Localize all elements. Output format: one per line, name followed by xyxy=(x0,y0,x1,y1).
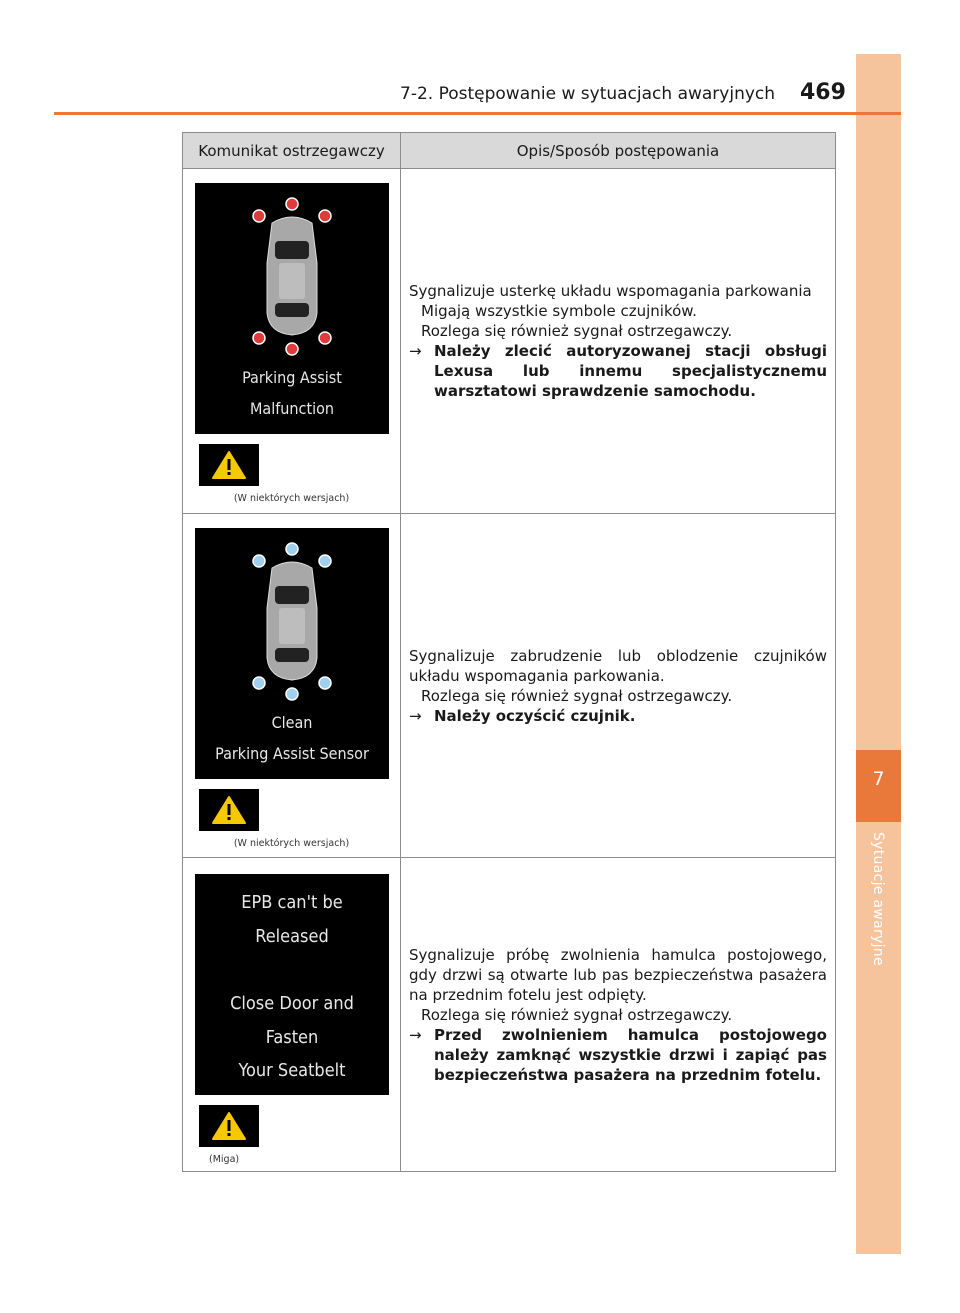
description-main: Sygnalizuje zabrudzenie lub oblodzenie czujników układu wspomagania parkowania. xyxy=(409,646,827,685)
display-text-line-4: Close Door and xyxy=(230,993,354,1014)
chapter-side-tab xyxy=(856,54,901,1254)
car-with-sensors-icon xyxy=(195,528,389,713)
display-text-line-1: Clean xyxy=(271,713,313,732)
page-number: 469 xyxy=(800,80,846,105)
car-with-sensors-icon xyxy=(195,183,389,368)
display-text-line-5: Fasten xyxy=(265,1027,319,1048)
description-cell xyxy=(401,169,836,514)
action-instruction: → Należy zlecić autoryzowanej stacji obsługi Lexusa lub innemu specjalistycznemu warsztatowi sprawdzenie samochodu. xyxy=(409,342,827,400)
chapter-title: Sytuacje awaryjne xyxy=(870,832,886,966)
table-row xyxy=(183,858,836,1172)
arrow-icon: → xyxy=(409,342,422,360)
description-line: Rozlega się również sygnał ostrzegawczy. xyxy=(421,686,733,705)
caption: (Miga) xyxy=(209,1154,240,1165)
table-header-row xyxy=(183,133,836,169)
display-screen-image xyxy=(195,183,389,434)
warning-message-cell xyxy=(183,858,401,1172)
table-row xyxy=(183,169,836,514)
display-text-line-2: Malfunction xyxy=(249,399,335,418)
section-title: 7-2. Postępowanie w sytuacjach awaryjnych xyxy=(400,84,776,104)
caption: (W niektórych wersjach) xyxy=(233,838,350,849)
description-line: Migają wszystkie symbole czujników. xyxy=(421,302,697,320)
arrow-icon: → xyxy=(409,706,422,725)
display-text-line-1: EPB can't be xyxy=(241,892,343,913)
description-main: Sygnalizuje usterkę układu wspomagania parkowania xyxy=(409,282,812,300)
warning-triangle-icon xyxy=(199,1105,259,1147)
warning-message-cell xyxy=(183,514,401,858)
description-main: Sygnalizuje próbę zwolnienia hamulca postojowego, gdy drzwi są otwarte lub pas bezpieczeństwa pasażera na przednim fotelu jest odpięty. xyxy=(409,945,827,1004)
table-row xyxy=(183,514,836,858)
description-line: Rozlega się również sygnał ostrzegawczy. xyxy=(421,1005,733,1024)
column-header-message: Komunikat ostrzegawczy xyxy=(183,133,401,169)
caption: (W niektórych wersjach) xyxy=(233,493,350,504)
display-screen-image xyxy=(195,528,389,779)
action-instruction: → Przed zwolnieniem hamulca postojowego należy zamknąć wszystkie drzwi i zapiąć pas bezpieczeństwa pasażera na przednim fotelu. xyxy=(409,1025,827,1084)
description-cell xyxy=(401,514,836,858)
warning-triangle-icon xyxy=(199,789,259,831)
column-header-description: Opis/Sposób postępowania xyxy=(401,133,836,169)
display-text-line-6: Your Seatbelt xyxy=(238,1060,346,1081)
display-text-line-2: Released xyxy=(255,926,329,947)
display-text-line-2: Parking Assist Sensor xyxy=(215,744,369,763)
description-cell xyxy=(401,858,836,1172)
description-line: Rozlega się również sygnał ostrzegawczy. xyxy=(421,322,733,340)
action-instruction: → Należy oczyścić czujnik. xyxy=(409,706,636,725)
warning-messages-table xyxy=(182,132,836,1172)
warning-message-cell xyxy=(183,169,401,514)
chapter-number: 7 xyxy=(872,768,885,790)
arrow-icon: → xyxy=(409,1025,422,1044)
warning-triangle-icon xyxy=(199,444,259,486)
display-screen-image xyxy=(195,874,389,1095)
header-divider xyxy=(54,112,901,115)
display-text-line-1: Parking Assist xyxy=(242,368,342,387)
